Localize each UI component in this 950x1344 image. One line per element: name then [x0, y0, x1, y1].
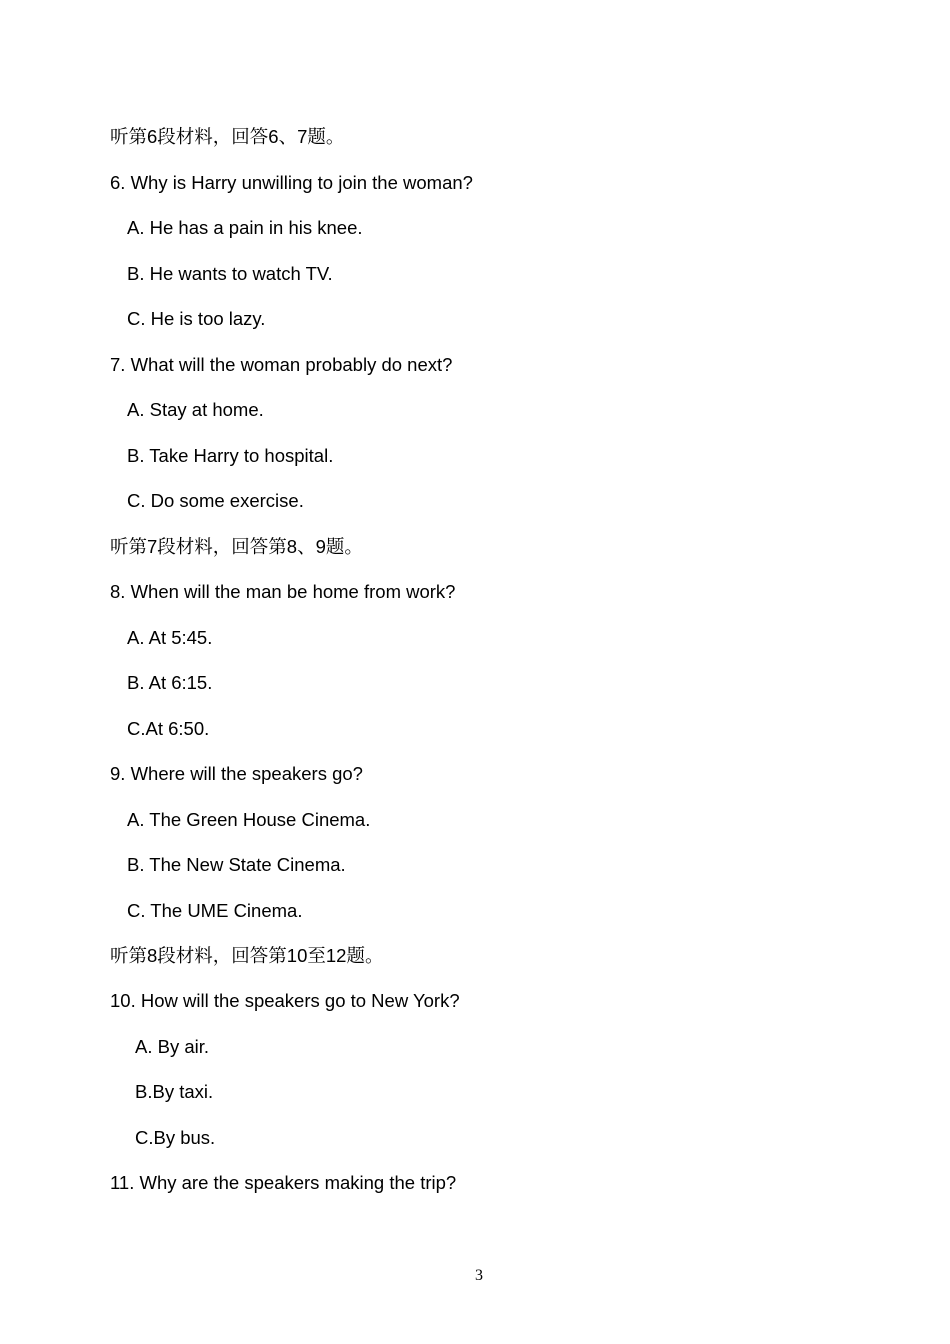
question-9-option-b: B. The New State Cinema.	[127, 854, 346, 875]
question-8-stem: 8. When will the man be home from work?	[110, 581, 456, 602]
question-10-option-b: B.By taxi.	[135, 1081, 214, 1102]
question-7-option-b: B. Take Harry to hospital.	[127, 445, 334, 466]
question-7-option-c: C. Do some exercise.	[127, 490, 304, 511]
question-10-option-c: C.By bus.	[135, 1127, 216, 1148]
question-8-option-a: A. At 5:45.	[127, 627, 213, 648]
question-8-option-c: C.At 6:50.	[127, 718, 210, 739]
question-10-option-a: A. By air.	[135, 1036, 210, 1057]
page-number: 3	[475, 1267, 483, 1284]
section-instruction-6: 听第6段材料，回答6、7题。	[110, 126, 345, 147]
question-9-option-a: A. The Green House Cinema.	[127, 809, 371, 830]
question-11-stem: 11. Why are the speakers making the trip?	[110, 1172, 457, 1193]
question-7-option-a: A. Stay at home.	[127, 399, 264, 420]
question-6-stem: 6. Why is Harry unwilling to join the woman?	[110, 172, 473, 193]
question-6-option-a: A. He has a pain in his knee.	[127, 217, 363, 238]
question-6-option-b: B. He wants to watch TV.	[127, 263, 333, 284]
question-9-option-c: C. The UME Cinema.	[127, 900, 303, 921]
question-6-option-c: C. He is too lazy.	[127, 308, 266, 329]
question-9-stem: 9. Where will the speakers go?	[110, 763, 363, 784]
question-8-option-b: B. At 6:15.	[127, 672, 213, 693]
question-7-stem: 7. What will the woman probably do next?	[110, 354, 453, 375]
section-instruction-8: 听第8段材料，回答第10至12题。	[110, 945, 384, 966]
question-10-stem: 10. How will the speakers go to New York?	[110, 990, 460, 1011]
section-instruction-7: 听第7段材料，回答第8、9题。	[110, 536, 363, 557]
